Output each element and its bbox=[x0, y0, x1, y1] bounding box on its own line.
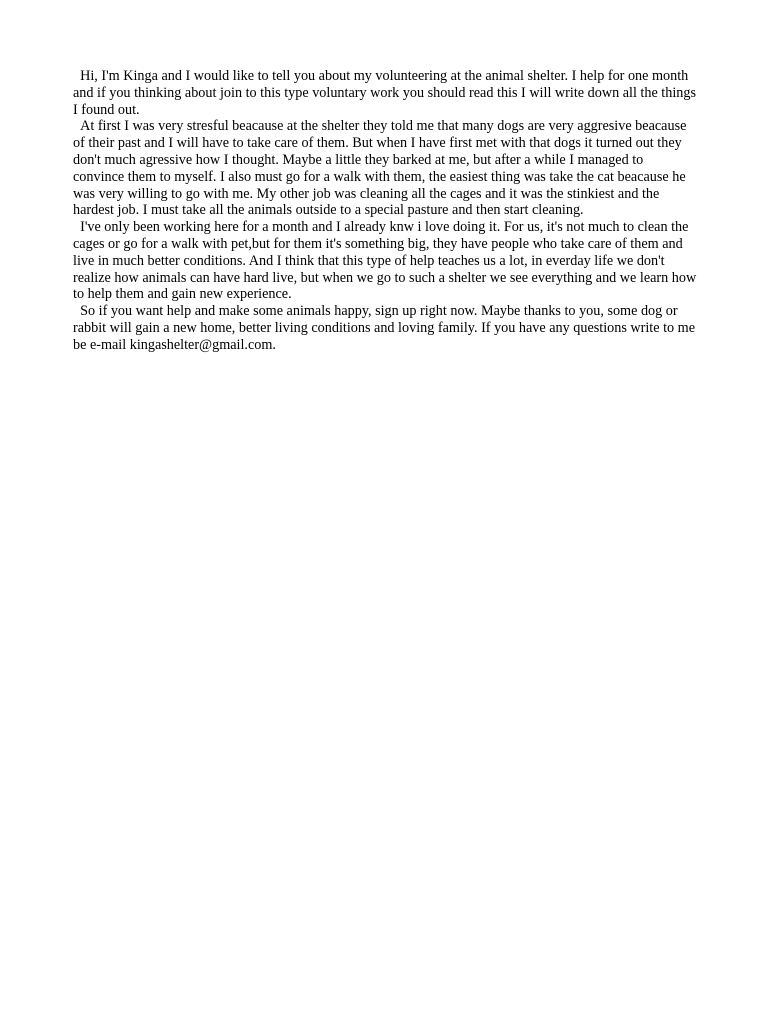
paragraph-reflection: I've only been working here for a month and I already knw i love doing it. For us, it's not much to clean the cages or go for a walk with pet,but for them it's something big, they have people who take care of them and live in much better conditions. And I think that this type of help teaches us a lot, in everday life we don't realize how animals can have hard live, but when we go to such a shelter we see everything and we learn how to help them and gain new experience. bbox=[73, 219, 700, 303]
paragraph-intro: Hi, I'm Kinga and I would like to tell you about my volunteering at the animal shelter. I help for one month and if you thinking about join to this type voluntary work you should read this I will write down all the things I found out. bbox=[73, 68, 700, 118]
paragraph-call-to-action: So if you want help and make some animals happy, sign up right now. Maybe thanks to you, some dog or rabbit will gain a new home, better living conditions and loving family. If you have any questions write to me be e-mail kingashelter@gmail.com. bbox=[73, 303, 699, 353]
paragraph-experience: At first I was very stresful beacause at the shelter they told me that many dogs are very aggresive beacause of their past and I will have to take care of them. But when I have first met with that dogs it turned out they don't much agressive how I thought. Maybe a little they barked at me, but after a while I managed to convince them to myself. I also must go for a walk with them, the easiest thing was take the cat beacause he was very willing to go with me. My other job was cleaning all the cages and it was the stinkiest and the hardest job. I must take all the animals outside to a special pasture and then start cleaning. bbox=[73, 118, 690, 219]
document-body bbox=[73, 68, 698, 354]
